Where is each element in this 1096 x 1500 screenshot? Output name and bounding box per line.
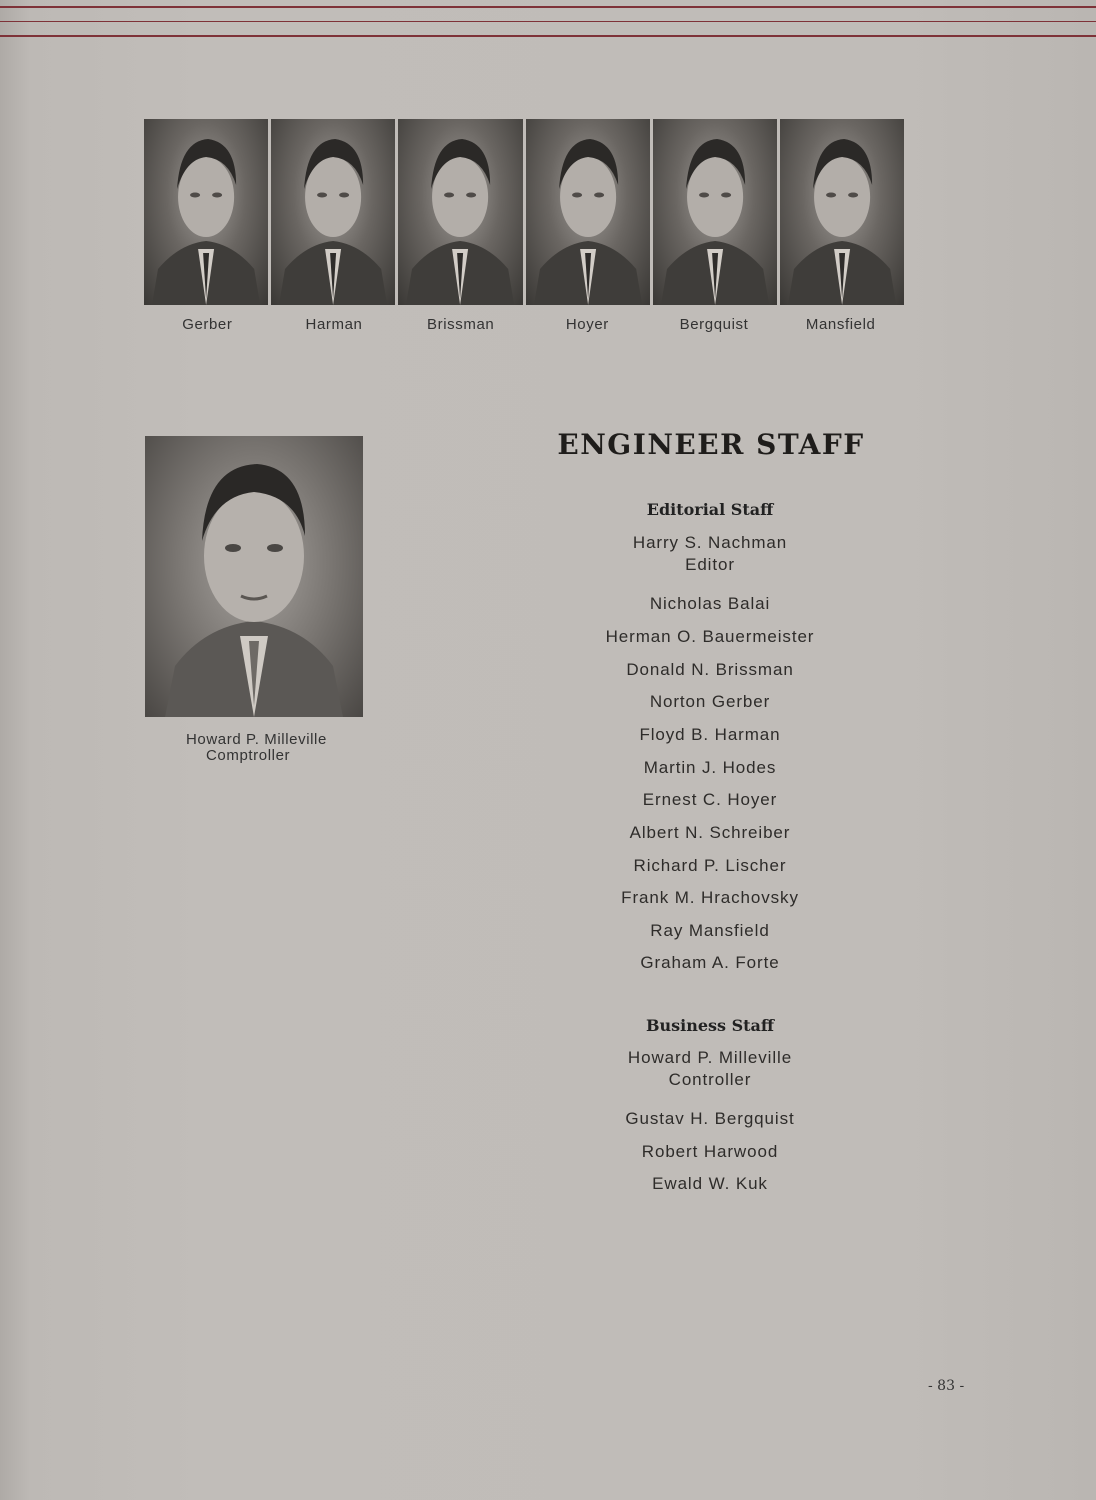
editorial-member: Herman O. Bauermeister: [605, 627, 815, 646]
portrait-gerber: [144, 119, 268, 305]
top-rule: [0, 6, 1096, 8]
editorial-member: Donald N. Brissman: [626, 660, 794, 679]
portrait-brissman: [398, 119, 522, 305]
editorial-member: Richard P. Lischer: [633, 856, 787, 875]
portrait-silhouette: [780, 119, 904, 305]
business-lead-role: Controller: [668, 1070, 752, 1089]
editorial-heading: Editorial Staff: [646, 500, 774, 519]
business-member: Gustav H. Bergquist: [625, 1109, 795, 1128]
portrait-silhouette: [144, 119, 268, 305]
editorial-member: Graham A. Forte: [640, 953, 780, 972]
featured-role: Comptroller: [206, 747, 291, 764]
editorial-member: Nicholas Balai: [649, 594, 771, 613]
page-number: - 83 -: [928, 1378, 965, 1394]
editorial-member: Ray Mansfield: [650, 921, 770, 940]
page-title: ENGINEER STAFF: [557, 428, 865, 461]
business-member: Robert Harwood: [641, 1142, 779, 1161]
portrait-mansfield: [780, 119, 904, 305]
portrait-name: Hoyer: [565, 316, 609, 333]
business-lead-name: Howard P. Milleville: [627, 1048, 793, 1067]
portrait-silhouette: [526, 119, 650, 305]
portrait-harman: [271, 119, 395, 305]
business-heading-block: [560, 1016, 860, 1035]
portrait-silhouette: [398, 119, 522, 305]
portrait-silhouette: [653, 119, 777, 305]
editor-name: Harry S. Nachman: [632, 533, 788, 552]
editorial-member: Norton Gerber: [649, 692, 771, 711]
featured-portrait: [145, 436, 363, 717]
portrait-name: Brissman: [427, 316, 495, 333]
portrait-name: Gerber: [182, 316, 233, 333]
portrait-bergquist: [653, 119, 777, 305]
editorial-heading-block: [560, 500, 860, 519]
featured-caption: [186, 732, 327, 764]
portrait-names: [144, 316, 904, 333]
top-rule-thin: [0, 21, 1096, 22]
portrait-hoyer: [526, 119, 650, 305]
business-heading: Business Staff: [645, 1016, 775, 1035]
top-rule-lower: [0, 35, 1096, 37]
portrait-silhouette: [271, 119, 395, 305]
editorial-member: Floyd B. Harman: [639, 725, 781, 744]
portrait-name: Mansfield: [805, 316, 876, 333]
editorial-member: Frank M. Hrachovsky: [621, 888, 799, 907]
business-lead-block: [560, 1047, 860, 1091]
featured-name: Howard P. Milleville: [186, 731, 327, 748]
editorial-member: Albert N. Schreiber: [629, 823, 791, 842]
portrait-name: Bergquist: [679, 316, 749, 333]
editor-role: Editor: [685, 555, 735, 574]
editorial-member: Ernest C. Hoyer: [642, 790, 778, 809]
business-member: Ewald W. Kuk: [652, 1174, 768, 1193]
portrait-strip: [144, 119, 904, 305]
editor-block: [560, 532, 860, 576]
portrait-name: Harman: [305, 316, 363, 333]
editorial-member: Martin J. Hodes: [643, 758, 777, 777]
